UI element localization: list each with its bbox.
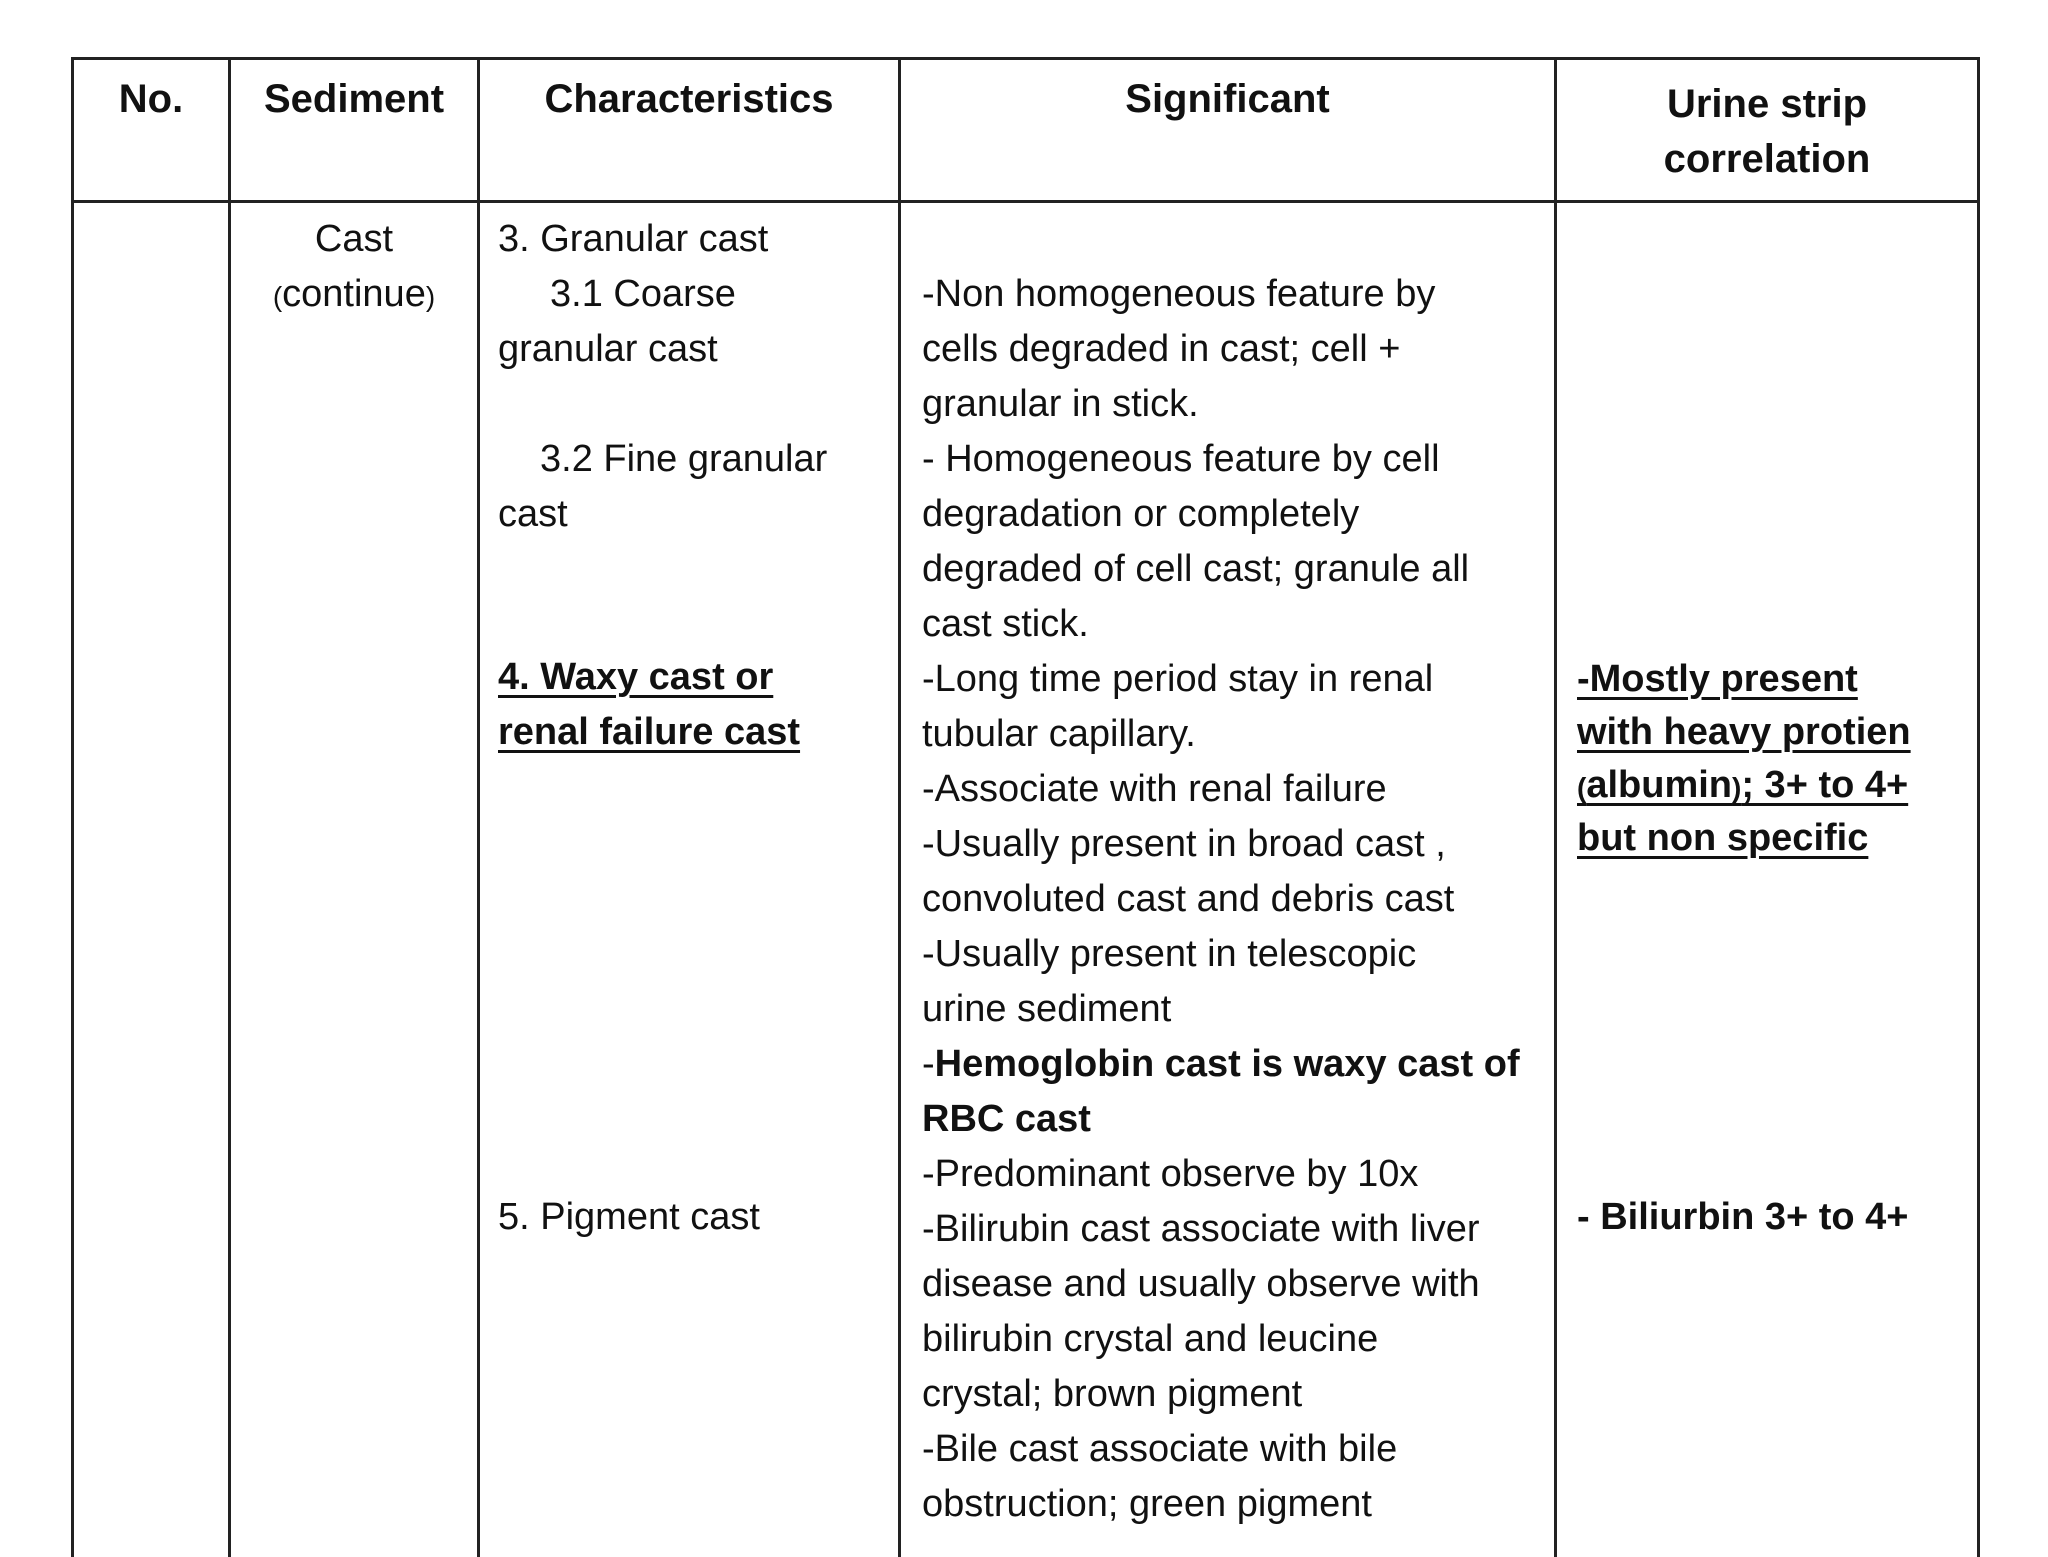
significant-line: degradation or completely [922,493,1360,535]
significant-line: convoluted cast and debris cast [922,878,1455,920]
paren-close: ) [1732,772,1742,803]
hemo-dash: - [922,1043,935,1085]
header-significant [901,60,1554,200]
significant-hemoglobin-line2: RBC cast [922,1098,1091,1140]
significant-line: bilirubin crystal and leucine [922,1318,1379,1360]
char-granular-title: 3. Granular cast [498,218,769,260]
char-waxy-line1: 4. Waxy cast or [498,656,774,698]
significant-line: -Bile cast associate with bile [922,1428,1398,1470]
significant-line: granular in stick. [922,383,1199,425]
strip-waxy-line3 [1577,758,1911,811]
sediment-cast-label [231,212,477,324]
sediment-continue-text: continue [282,273,426,315]
header-strip-line1: Urine strip [1666,82,1868,126]
header-sediment-label: Sediment [263,77,445,121]
header-sediment [231,60,477,200]
header-characteristics-label: Characteristics [544,77,834,121]
paren-close: ) [425,281,436,312]
significant-line: -Usually present in broad cast , [922,823,1446,865]
strip-waxy-line3-rest: ; 3+ to 4+ [1741,764,1909,806]
column-divider [1554,57,1557,1557]
significant-line: crystal; brown pigment [922,1373,1303,1415]
significant-line: -Predominant observe by 10x [922,1153,1419,1195]
strip-waxy-line1: -Mostly present [1577,658,1858,700]
significant-line: -Usually present in telescopic [922,933,1417,975]
char-fine-line1: 3.2 Fine granular [540,438,828,480]
significant-hemoglobin-line1 [922,1037,1520,1092]
column-divider [898,57,901,1557]
significant-line: degraded of cell cast; granule all [922,548,1470,590]
header-strip-line2: correlation [1663,137,1871,181]
significant-line: tubular capillary. [922,713,1196,755]
header-characteristics [480,60,898,200]
significant-text [922,267,1520,1527]
strip-pigment-text: - Biliurbin 3+ to 4+ [1577,1196,1909,1238]
significant-line: urine sediment [922,988,1172,1030]
hemo-bold-text: Hemoglobin cast is waxy cast of [934,1043,1520,1085]
header-no [74,60,228,200]
header-significant-label: Significant [1125,77,1330,121]
significant-line: cells degraded in cast; cell + [922,328,1401,370]
header-divider [71,200,1980,203]
column-divider [477,57,480,1557]
header-strip-correlation [1557,60,1977,200]
significant-line: -Associate with renal failure [922,768,1387,810]
paren-open: ( [272,281,283,312]
char-pigment-cast: 5. Pigment cast [498,1196,760,1238]
char-coarse-line2: granular cast [498,328,718,370]
significant-line: -Non homogeneous feature by [922,273,1436,315]
significant-line: - Homogeneous feature by cell [922,438,1440,480]
strip-waxy-text [1577,652,1911,864]
significant-line: -Bilirubin cast associate with liver [922,1208,1480,1250]
sediment-line1: Cast [314,218,394,260]
header-no-label: No. [118,77,184,121]
significant-line: disease and usually observe with [922,1263,1480,1305]
significant-line: -Long time period stay in renal [922,658,1434,700]
sediment-line2 [231,267,477,324]
char-fine-line2: cast [498,493,568,535]
significant-line: obstruction; green pigment [922,1483,1372,1525]
paren-open: ( [1577,772,1587,803]
albumin-word: albumin [1586,764,1733,806]
strip-waxy-line2: with heavy protien [1577,711,1911,753]
significant-line: cast stick. [922,603,1089,645]
strip-waxy-line4: but non specific [1577,817,1869,859]
char-coarse-line1: 3.1 Coarse [550,273,736,315]
char-waxy-line2: renal failure cast [498,711,801,753]
